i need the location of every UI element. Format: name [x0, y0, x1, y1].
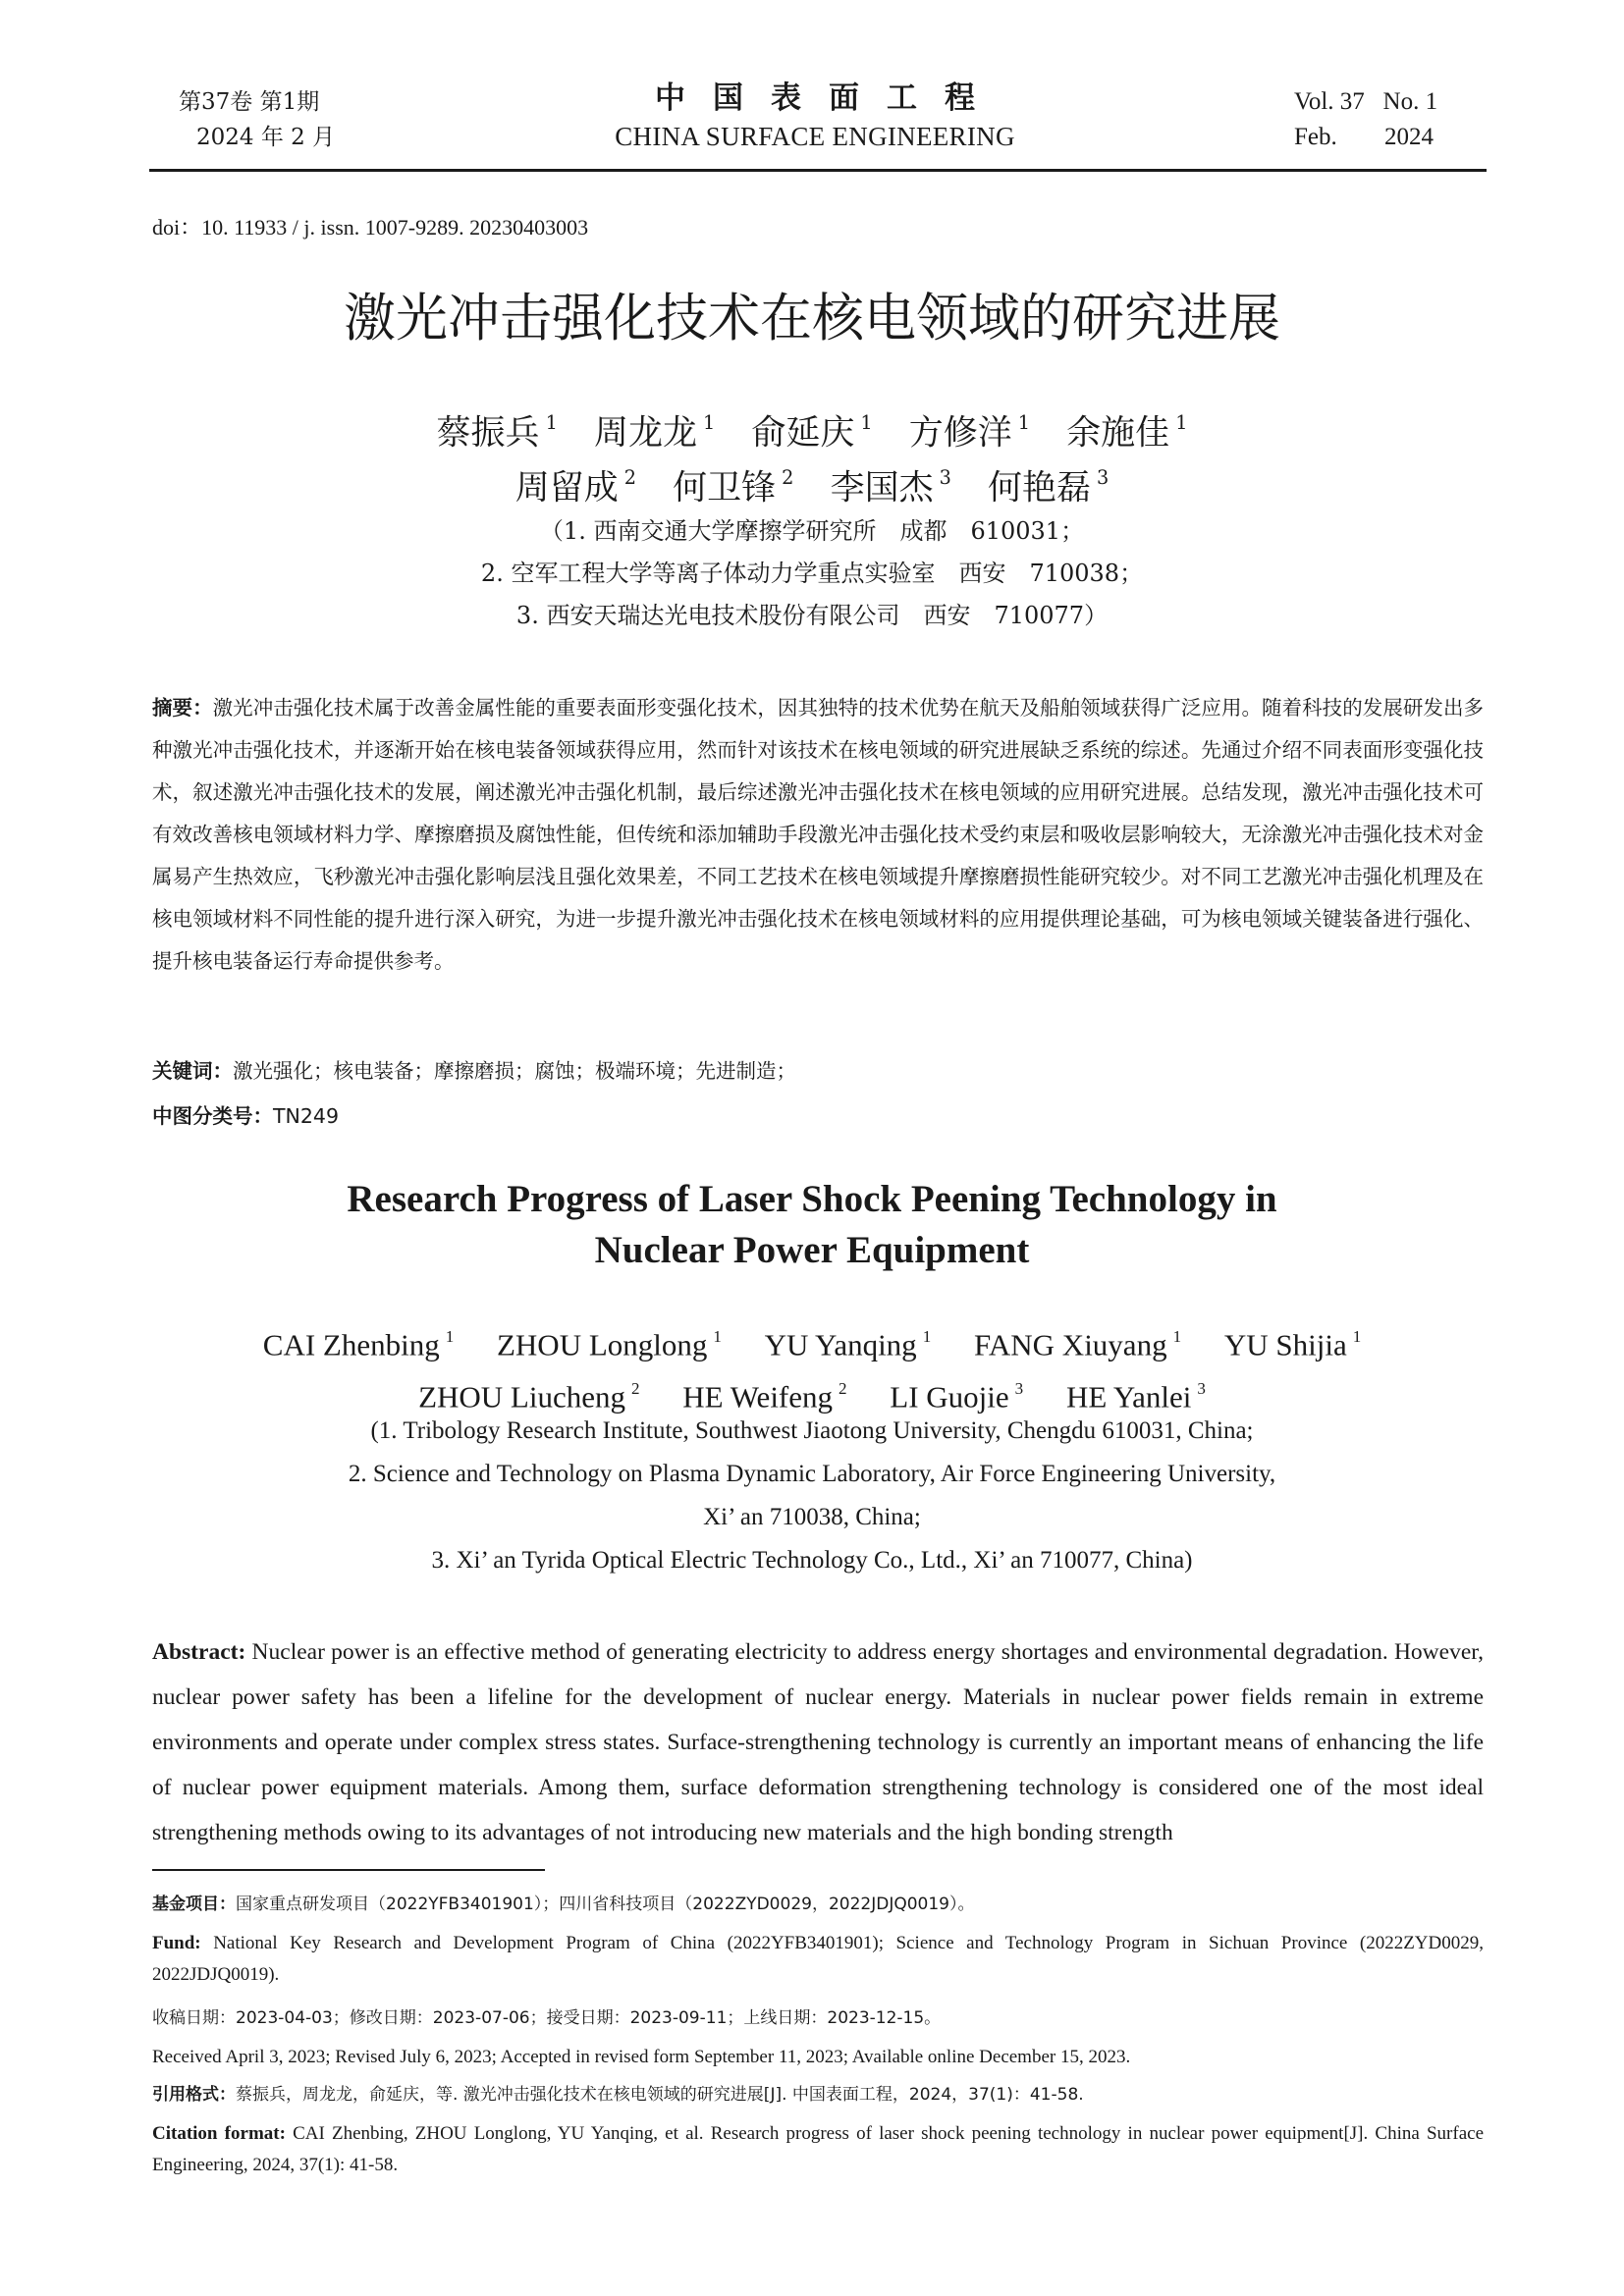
journal-name-en: CHINA SURFACE ENGINEERING — [615, 122, 1015, 151]
footnote-label: 引用格式： — [152, 2085, 236, 2105]
cn-keywords-label: 关键词： — [152, 1059, 233, 1083]
cn-author: 何卫锋 $^2$ — [673, 466, 794, 508]
cn-author-line-1 — [0, 400, 1624, 455]
cn-author: 何艳磊 $^3$ — [987, 466, 1110, 508]
footnote-cite-cn — [152, 2079, 1484, 2110]
en-author: CAI Zhenbing $^1$ — [262, 1327, 455, 1362]
en-author: FANG Xiuyang $^1$ — [973, 1327, 1182, 1362]
en-author-line-1 — [0, 1315, 1624, 1367]
en-author: HE Yanlei $^3$ — [1065, 1378, 1206, 1415]
en-abstract-label: Abstract: — [152, 1639, 246, 1665]
footnote-cite-en — [152, 2118, 1484, 2181]
en-abstract-text: Nuclear power is an effective method of generating electricity to address energy shortages and environmental degradation. However, nuclear power safety has been a lifeline for the development of nuclear energy. Materials in nuclear power fields remain in extreme environments and operate under complex stress states. Surface-strengthening technology is currently an important means of enhancing the life of nuclear power equipment materials. Among them, surface deformation strengthening technology is considered one of the most ideal strengthening methods owing to its advantages of not introducing new materials and the high bonding strength — [152, 1639, 1485, 1845]
footnote-rule — [152, 1869, 545, 1871]
footnote-dates-cn: 收稿日期：2023-04-03；修改日期：2023-07-06；接受日期：2023-09-11；上线日期：2023-12-15。 — [152, 2008, 942, 2028]
cn-volume-issue: 第37卷 第1期 — [179, 89, 320, 115]
en-affiliations — [0, 1410, 1624, 1582]
footnote-dates-en: Received April 3, 2023; Revised July 6, 2023; Accepted in revised form September 11, 2023; Available online December 15, 2023. — [152, 2047, 1131, 2067]
en-volume-issue: Vol. 37 No. 1 — [1294, 88, 1438, 115]
cn-author: 方修洋 $^1$ — [908, 411, 1031, 454]
cn-author: 蔡振兵 $^1$ — [436, 411, 558, 454]
footnote-label: Fund: — [152, 1933, 201, 1953]
en-abstract — [152, 1629, 1484, 1855]
cn-date: 2024 年 2 月 — [196, 125, 336, 150]
en-year: 2024 — [1384, 124, 1434, 150]
en-affiliation: (1. Tribology Research Institute, Southwest Jiaotong University, Chengdu 610031, China; — [370, 1417, 1254, 1444]
cn-affiliations — [0, 510, 1624, 637]
cn-abstract-text: 激光冲击强化技术属于改善金属性能的重要表面形变强化技术，因其独特的技术优势在航天及船舶领域获得广泛应用。随着科技的发展研发出多种激光冲击强化技术，并逐渐开始在核电装备领域获得应用，然而针对该技术在核电领域的研究进展缺乏系统的综述。先通过介绍不同表面形变强化技术，叙述激光冲击强化技术的发展，阐述激光冲击强化机制，最后综述激光冲击强化技术在核电领域的应用研究进展。总结发现，激光冲击强化技术可有效改善核电领域材料力学、摩擦磨损及腐蚀性能，但传统和添加辅助手段激光冲击强化技术受约束层和吸收层影响较大，无涂激光冲击强化技术对金属易产生热效应，飞秒激光冲击强化影响层浅且强化效果差，不同工艺技术在核电领域提升摩擦磨损性能研究较少。对不同工艺激光冲击强化机理及在核电领域材料不同性能的提升进行深入研究，为进一步提升激光冲击强化技术在核电领域材料的应用提供理论基础，可为核电领域关键装备进行强化、提升核电装备运行寿命提供参考。 — [152, 696, 1484, 973]
footnote-fund-en — [152, 1928, 1484, 1991]
footnote-text: National Key Research and Development Program of China (2022YFB3401901); Science and Technology Program in Sichuan Province (2022ZYD0029, 2022JDJQ0019). — [152, 1933, 1485, 1985]
footnote-label: Citation format: — [152, 2123, 286, 2144]
cn-author: 周龙龙 $^1$ — [593, 411, 716, 454]
en-title-line: Nuclear Power Equipment — [594, 1229, 1030, 1271]
footnote-label: 基金项目： — [152, 1895, 236, 1914]
footnote-text: CAI Zhenbing, ZHOU Longlong, YU Yanqing, et al. Research progress of laser shock peening technology in nuclear power equipment[J]. China Surface Engineering, 2024, 37(1): 41-58. — [152, 2123, 1485, 2175]
cn-author: 俞延庆 $^1$ — [751, 411, 873, 454]
cn-abstract-label: 摘要： — [152, 696, 213, 720]
cn-class-label: 中图分类号： — [152, 1104, 273, 1128]
footnote-text: 国家重点研发项目（2022YFB3401901）；四川省科技项目（2022ZYD0029，2022JDJQ0019）。 — [236, 1895, 975, 1914]
en-month: Feb. — [1294, 124, 1337, 150]
en-author: ZHOU Longlong $^1$ — [496, 1327, 722, 1362]
en-affiliation: 2. Science and Technology on Plasma Dynamic Laboratory, Air Force Engineering University, — [348, 1461, 1276, 1487]
en-title-line: Research Progress of Laser Shock Peening Technology in — [347, 1178, 1277, 1220]
en-author: YU Yanqing $^1$ — [764, 1327, 932, 1362]
cn-author: 余施佳 $^1$ — [1066, 411, 1188, 454]
cn-author: 周留成 $^2$ — [514, 466, 637, 508]
footnote-fund-cn — [152, 1889, 1484, 1920]
journal-name-cn: 中国表面工程 — [655, 80, 1002, 116]
cn-class-value: TN249 — [273, 1104, 339, 1128]
en-title — [0, 1174, 1624, 1276]
en-affiliation: 3. Xi’ an Tyrida Optical Electric Technology Co., Ltd., Xi’ an 710077, China) — [431, 1547, 1193, 1574]
doi[interactable]: doi：10. 11933 / j. issn. 1007-9289. 20230403003 — [152, 215, 589, 240]
header-rule — [149, 169, 1487, 172]
cn-affiliation: 3. 西安天瑞达光电技术股份有限公司 西安 710077） — [515, 602, 1109, 629]
en-affiliation: Xi’ an 710038, China; — [703, 1504, 921, 1530]
header-cn-issue — [179, 84, 335, 155]
cn-author-line-2 — [0, 455, 1624, 510]
cn-classification — [152, 1096, 1484, 1136]
cn-abstract — [152, 687, 1484, 983]
journal-name — [550, 79, 1080, 155]
en-author: HE Weifeng $^2$ — [682, 1378, 847, 1415]
cn-keywords — [152, 1051, 1484, 1091]
en-author-list — [0, 1315, 1624, 1418]
cn-title: 激光冲击强化技术在核电领域的研究进展 — [344, 289, 1280, 348]
footnote-text: 蔡振兵，周龙龙，俞延庆，等. 激光冲击强化技术在核电领域的研究进展[J]. 中国表面工程，2024，37(1)：41-58. — [236, 2085, 1084, 2105]
en-author: LI Guojie $^3$ — [890, 1378, 1024, 1415]
cn-author-list — [0, 400, 1624, 511]
cn-affiliation: 2. 空军工程大学等离子体动力学重点实验室 西安 710038； — [480, 560, 1144, 587]
cn-affiliation: （1. 西南交通大学摩擦学研究所 成都 610031； — [539, 517, 1085, 545]
en-author: YU Shijia $^1$ — [1223, 1327, 1362, 1362]
cn-keywords-text: 激光强化；核电装备；摩擦磨损；腐蚀；极端环境；先进制造； — [233, 1059, 796, 1083]
en-author: ZHOU Liucheng $^2$ — [418, 1378, 640, 1415]
cn-author: 李国杰 $^3$ — [830, 466, 951, 508]
header-en-issue — [1294, 84, 1437, 155]
